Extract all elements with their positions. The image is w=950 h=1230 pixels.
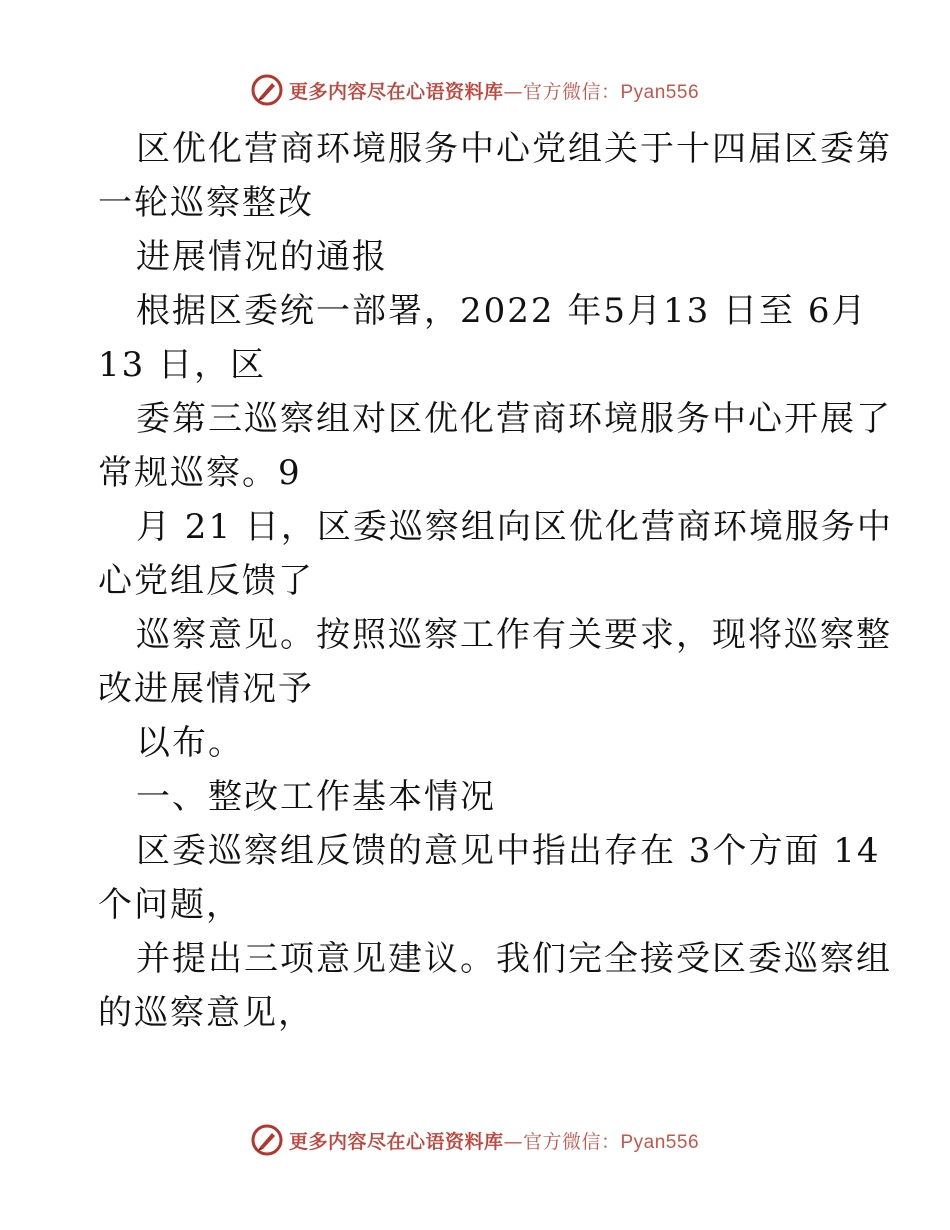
- watermark-wechat-id: Pyan556: [620, 81, 700, 103]
- pen-logo-icon: [251, 1124, 283, 1156]
- pen-logo-icon: [251, 74, 283, 106]
- text-line: 常规巡察。9: [98, 453, 302, 493]
- text-line: 委第三巡察组对区优化营商环境服务中心开展了: [136, 399, 892, 439]
- text-line: 巡察意见。按照巡察工作有关要求，现将巡察整: [136, 615, 892, 655]
- text-line: 13 日，区: [98, 345, 267, 385]
- watermark-main: 更多内容尽在心语资料库: [288, 80, 504, 103]
- document-body: [98, 122, 893, 1040]
- watermark-wechat-id: Pyan556: [620, 1131, 700, 1153]
- text-line: 区优化营商环境服务中心党组关于十四届区委第: [136, 129, 892, 169]
- watermark-wechat-label: 官方微信：: [522, 1130, 621, 1153]
- watermark-separator: —: [503, 80, 523, 103]
- text-line: 以布。: [136, 723, 244, 763]
- text-line: 月 21 日，区委巡察组向区优化营商环境服务中: [136, 507, 893, 547]
- watermark-text: [289, 77, 699, 104]
- watermark-text: [289, 1127, 699, 1154]
- text-line: 区委巡察组反馈的意见中指出存在 3个方面 14: [136, 831, 881, 871]
- text-line: 个问题，: [98, 885, 242, 925]
- text-line: 心党组反馈了: [98, 561, 314, 601]
- text-line: 并提出三项意见建议。我们完全接受区委巡察组: [136, 939, 892, 979]
- text-line: 一轮巡察整改: [98, 183, 314, 223]
- header-watermark: [0, 70, 950, 110]
- text-line: 的巡察意见，: [98, 993, 314, 1033]
- text-line: 根据区委统一部署，2022 年5月13 日至 6月: [136, 291, 868, 331]
- text-line: 改进展情况予: [98, 669, 314, 709]
- watermark-wechat-label: 官方微信：: [522, 80, 621, 103]
- watermark-separator: —: [503, 1130, 523, 1153]
- watermark-main: 更多内容尽在心语资料库: [288, 1130, 504, 1153]
- text-line: 进展情况的通报: [136, 237, 388, 277]
- footer-watermark: [0, 1120, 950, 1160]
- text-line: 一、整改工作基本情况: [136, 777, 496, 817]
